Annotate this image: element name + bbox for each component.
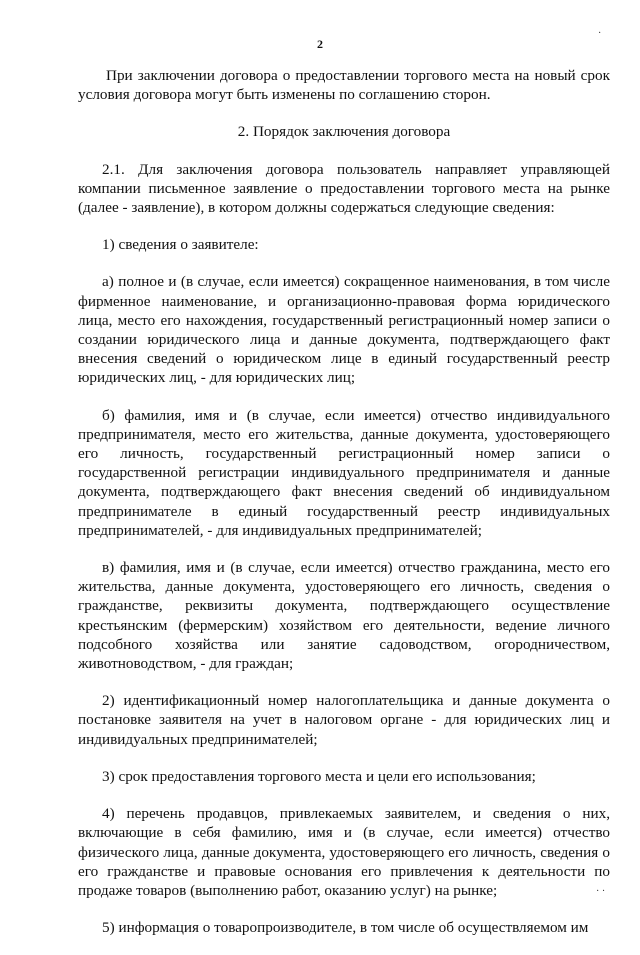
paragraph-item-1: 1) сведения о заявителе:	[102, 236, 259, 254]
paragraph-item-1c: в) фамилия, имя и (в случае, если имеется) отчество гражданина, место его жительства, данные документа, удостоверяющего его личность, сведения о гражданстве, реквизиты документа, подтверждающего осуществление крестьянским (фермерским) хозяйством его деятельности, ведение личного подсобного хозяйства или занятие садоводством, огородничеством, животноводством, - для граждан;	[78, 559, 610, 673]
scan-mark-bottom: · ·	[596, 886, 606, 897]
paragraph-item-5: 5) информация о товаропроизводителе, в том числе об осуществляемом им	[102, 919, 589, 937]
page-number: 2	[317, 37, 323, 51]
section-heading: 2. Порядок заключения договора	[237, 123, 451, 141]
paragraph-item-2: 2) идентификационный номер налогоплательщика и данные документа о постановке заявителя на учет в налоговом органе - для юридических лиц и индивидуальных предпринимателей;	[78, 692, 610, 748]
paragraph-item-1b: б) фамилия, имя и (в случае, если имеется) отчество индивидуального предпринимателя, место его жительства, данные документа, удостоверяющего его личность, государственный регистрационный номер записи о государственной регистрации индивидуального предпринимателя и данные документа, подтверждающего факт внесения сведений об индивидуальном предпринимателе в единый государственный реестр индивидуальных предпринимателей, - для индивидуальных предпринимателей;	[78, 406, 610, 539]
paragraph-item-3: 3) срок предоставления торгового места и цели его использования;	[102, 767, 536, 785]
paragraph-item-1a: а) полное и (в случае, если имеется) сокращенное наименования, в том числе фирменное наименование, и организационно-правовая форма юридического лица, место его нахождения, государственный регистрационный номер записи о создании юридического лица и данные документа, подтверждающего факт внесения сведений о юридическом лице в единый государственный реестр юридических лиц, - для юридических лиц;	[78, 273, 610, 387]
document-body	[78, 66, 610, 955]
paragraph-item-4: 4) перечень продавцов, привлекаемых заявителем, и сведения о них, включающие в себя фамилию, имя и (в случае, если имеется) отчество физического лица, данные документа, удостоверяющего его личность, сведения о его гражданстве и правовые основания его привлечения к деятельности по продаже товаров (выполнению работ, оказанию услуг) на рынке;	[78, 805, 610, 899]
paragraph-2-1: 2.1. Для заключения договора пользователь направляет управляющей компании письменное заявление о предоставлении торгового места на рынке (далее - заявление), в котором должны содержаться следующие сведения:	[78, 160, 610, 217]
paragraph-renewal-terms: При заключении договора о предоставлении торгового места на новый срок условия договора могут быть изменены по соглашению сторон.	[78, 67, 610, 104]
scan-mark-top: ·	[598, 28, 602, 39]
